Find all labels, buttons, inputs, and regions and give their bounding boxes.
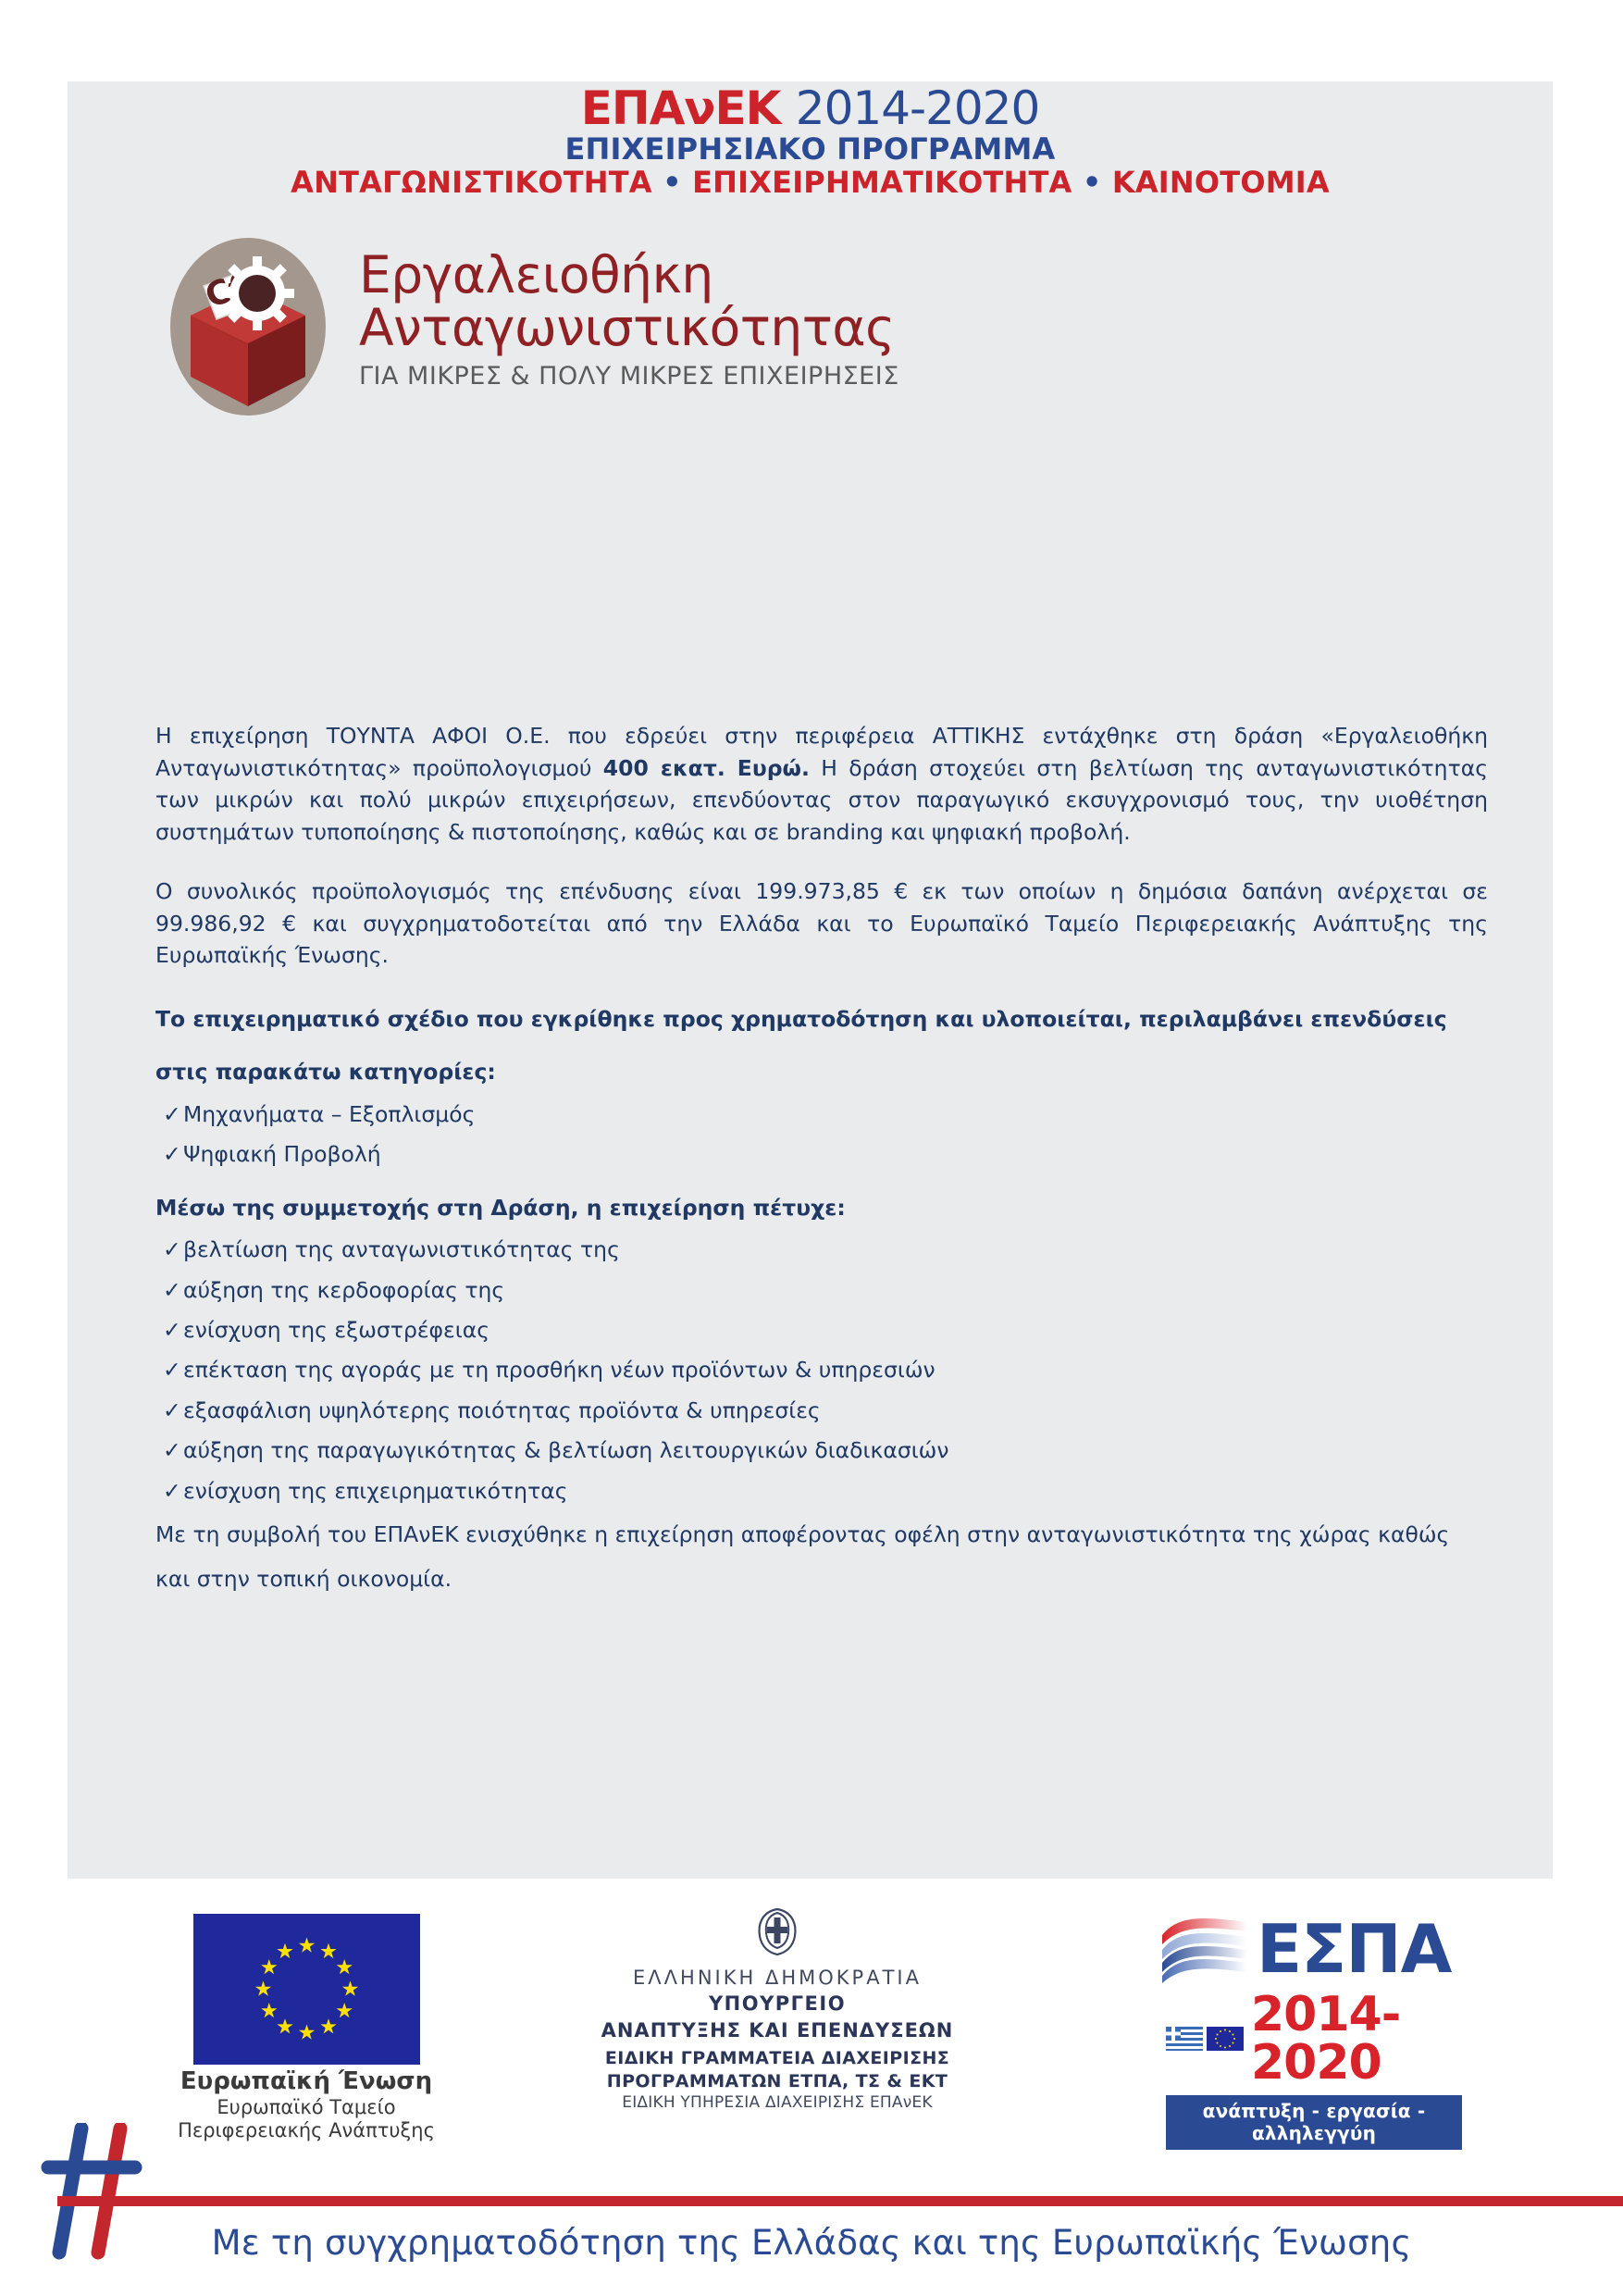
espa-logo-block <box>1158 1910 1473 2150</box>
greek-republic-ministry-name: ΑΝΑΠΤΥΞΗΣ ΚΑΙ ΕΠΕΝΔΥΣΕΩΝ <box>601 2018 954 2042</box>
check-icon: ✓ <box>163 1357 181 1384</box>
achievement-label: βελτίωση της ανταγωνιστικότητας της <box>183 1236 620 1263</box>
greek-republic-authority: ΕΙΔΙΚΗ ΥΠΗΡΕΣΙΑ ΔΙΑΧΕΙΡΙΣΗΣ ΕΠΑνΕΚ <box>622 2093 933 2113</box>
achievement-label: αύξηση της παραγωγικότητας & βελτίωση λειτουργικών διαδικασιών <box>183 1437 949 1464</box>
espa-flags-icon <box>1158 2027 1247 2051</box>
check-icon: ✓ <box>163 1317 181 1343</box>
closing-line-1: Με τη συμβολή του ΕΠΑνΕΚ ενισχύθηκε η επιχείρηση αποφέροντας οφέλη στην ανταγωνιστικότητα της χώρας καθώς <box>155 1521 1450 1548</box>
achievement-label: ενίσχυση της επιχειρηματικότητας <box>183 1477 568 1504</box>
closing-line-2: και στην τοπική οικονομία. <box>155 1565 452 1592</box>
check-icon: ✓ <box>163 1276 181 1303</box>
achievement-label: αύξηση της κερδοφορίας της <box>183 1276 505 1303</box>
achievement-label: εξασφάλιση υψηλότερης ποιότητας προϊόντα & υπηρεσίες <box>183 1396 821 1423</box>
espa-years: 2014-2020 <box>1251 1987 1401 2091</box>
espa-wordmark: ΕΣΠΑ <box>1257 1910 1452 1989</box>
program-years: 2014-2020 <box>795 81 1040 135</box>
greek-republic-block <box>555 1905 999 2114</box>
greek-republic-secretariat-line1: ΕΙΔΙΚΗ ΓΡΑΜΜΑΤΕΙΑ ΔΙΑΧΕΙΡΙΣΗΣ <box>604 2047 950 2068</box>
list-item <box>155 1095 1488 1135</box>
check-icon: ✓ <box>163 1477 181 1504</box>
espa-mid-row <box>1158 1987 1473 2091</box>
paragraph-1-pre: Η επιχείρηση ΤΟΥΝΤΑ ΑΦΟΙ Ο.Ε. που εδρεύει στην περιφέρεια ΑΤΤΙΚΗΣ εντάχθηκε στη δράση «Εργαλειοθήκη Ανταγωνιστικότητας» προϋπολογισμού <box>155 723 1488 781</box>
greek-republic-ministry: ΥΠΟΥΡΓΕΙΟ <box>708 1992 847 2016</box>
eu-flag-icon <box>193 1914 420 2065</box>
list-item <box>155 1431 1488 1471</box>
list-item <box>155 1471 1488 1511</box>
program-acronym: ΕΠΑνΕΚ <box>580 81 781 135</box>
eu-fund-line1: Ευρωπαϊκό Ταμείο <box>217 2095 396 2118</box>
greek-republic-secretariat-line2: ΠΡΟΓΡΑΜΜΑΤΩΝ ΕΤΠΑ, ΤΣ & ΕΚΤ <box>606 2070 948 2091</box>
list-item <box>155 1310 1488 1350</box>
toolbox-title-line2: Ανταγωνιστικότητας <box>359 298 895 358</box>
category-label: Ψηφιακή Προβολή <box>183 1141 381 1168</box>
list-item <box>155 1271 1488 1310</box>
check-icon: ✓ <box>163 1396 181 1423</box>
check-icon: ✓ <box>163 1437 181 1464</box>
pillar-entrepreneurship: ΕΠΙΧΕΙΡΗΜΑΤΙΚΟΤΗΤΑ <box>692 164 1072 200</box>
content-panel <box>68 81 1553 1879</box>
pillar-competitiveness: ΑΝΤΑΓΩΝΙΣΤΙΚΟΤΗΤΑ <box>291 164 652 200</box>
achievement-label: επέκταση της αγοράς με τη προσθήκη νέων προϊόντων & υπηρεσιών <box>183 1357 935 1384</box>
list-item <box>155 1230 1488 1270</box>
espa-waves-icon <box>1158 1915 1251 1985</box>
toolbox-icon <box>155 234 341 419</box>
toolbox-logo <box>155 234 899 419</box>
eu-logo-block <box>172 1914 440 2142</box>
toolbox-subtitle: ΓΙΑ ΜΙΚΡΕΣ & ΠΟΛΥ ΜΙΚΡΕΣ ΕΠΙΧΕΙΡΗΣΕΙΣ <box>359 362 899 391</box>
paragraph-1-budget: 400 εκατ. Ευρώ. <box>602 754 810 781</box>
heading-investment-line2: στις παρακάτω κατηγορίες: <box>155 1059 496 1086</box>
footer-logos <box>0 1888 1623 2144</box>
greek-republic-emblem-icon <box>750 1905 804 1958</box>
program-acronym-line <box>68 81 1553 135</box>
program-pillars <box>68 164 1553 200</box>
check-icon: ✓ <box>163 1100 181 1127</box>
pillar-separator-1: • <box>663 164 682 200</box>
paragraph-1 <box>155 720 1488 848</box>
check-icon: ✓ <box>163 1141 181 1168</box>
pillar-separator-2: • <box>1082 164 1102 200</box>
paragraph-1-post: Η δράση στοχεύει στη βελτίωση της ανταγωνιστικότητας των μικρών και πολύ μικρών επιχειρήσεων, επενδύοντας στον παραγωγικό εκσυγχρονισμό τους, την υιοθέτηση συστημάτων τυποποίησης & πιστοποίησης, καθώς και σε branding και ψηφιακή προβολή. <box>155 754 1489 845</box>
espa-slogan: ανάπτυξη - εργασία - αλληλεγγύη <box>1166 2095 1462 2150</box>
achievement-label: ενίσχυση της εξωστρέφειας <box>183 1317 489 1343</box>
eu-name: Ευρωπαϊκή Ένωση <box>180 2067 433 2095</box>
toolbox-title-line1: Εργαλειοθήκη <box>359 245 713 304</box>
red-rule <box>57 2196 1623 2206</box>
list-item <box>155 1135 1488 1174</box>
category-label: Μηχανήματα – Εξοπλισμός <box>183 1100 476 1127</box>
list-item <box>155 1350 1488 1390</box>
list-item <box>155 1391 1488 1431</box>
heading-investment-line1: Το επιχειρηματικό σχέδιο που εγκρίθηκε προς χρηματοδότηση και υλοποιείται, περιλαμβάνει επενδύσεις <box>155 1005 1447 1032</box>
program-header <box>68 81 1553 198</box>
espa-top-row <box>1158 1910 1473 1989</box>
program-subtitle: ΕΠΙΧΕΙΡΗΣΙΑΚΟ ΠΡΟΓΡΑΜΜΑ <box>564 131 1056 167</box>
paragraph-2: Ο συνολικός προϋπολογισμός της επένδυσης είναι 199.973,85 € εκ των οποίων η δημόσια δαπάνη ανέρχεται σε 99.986,92 € και συγχρηματοδοτείται από την Ελλάδα και το Ευρωπαϊκό Ταμείο Περιφερειακής Ανάπτυξης της Ευρωπαϊκής Ένωσης. <box>155 878 1488 969</box>
pillar-innovation: ΚΑΙΝΟΤΟΜΙΑ <box>1111 164 1330 200</box>
check-icon: ✓ <box>163 1236 181 1263</box>
cofinancing-tagline: Με τη συγχρηματοδότηση της Ελλάδας και της Ευρωπαϊκής Ένωσης <box>211 2223 1412 2263</box>
bottom-bar <box>0 2119 1623 2296</box>
heading-achievements: Μέσω της συμμετοχής στη Δράση, η επιχείρηση πέτυχε: <box>155 1194 846 1221</box>
body-content <box>155 720 1488 1599</box>
greek-republic-line1: ΕΛΛΗΝΙΚΗ ΔΗΜΟΚΡΑΤΙΑ <box>633 1967 922 1989</box>
toolbox-logo-text <box>359 245 899 391</box>
eu-fund-line2: Περιφερειακής Ανάπτυξης <box>178 2119 435 2142</box>
